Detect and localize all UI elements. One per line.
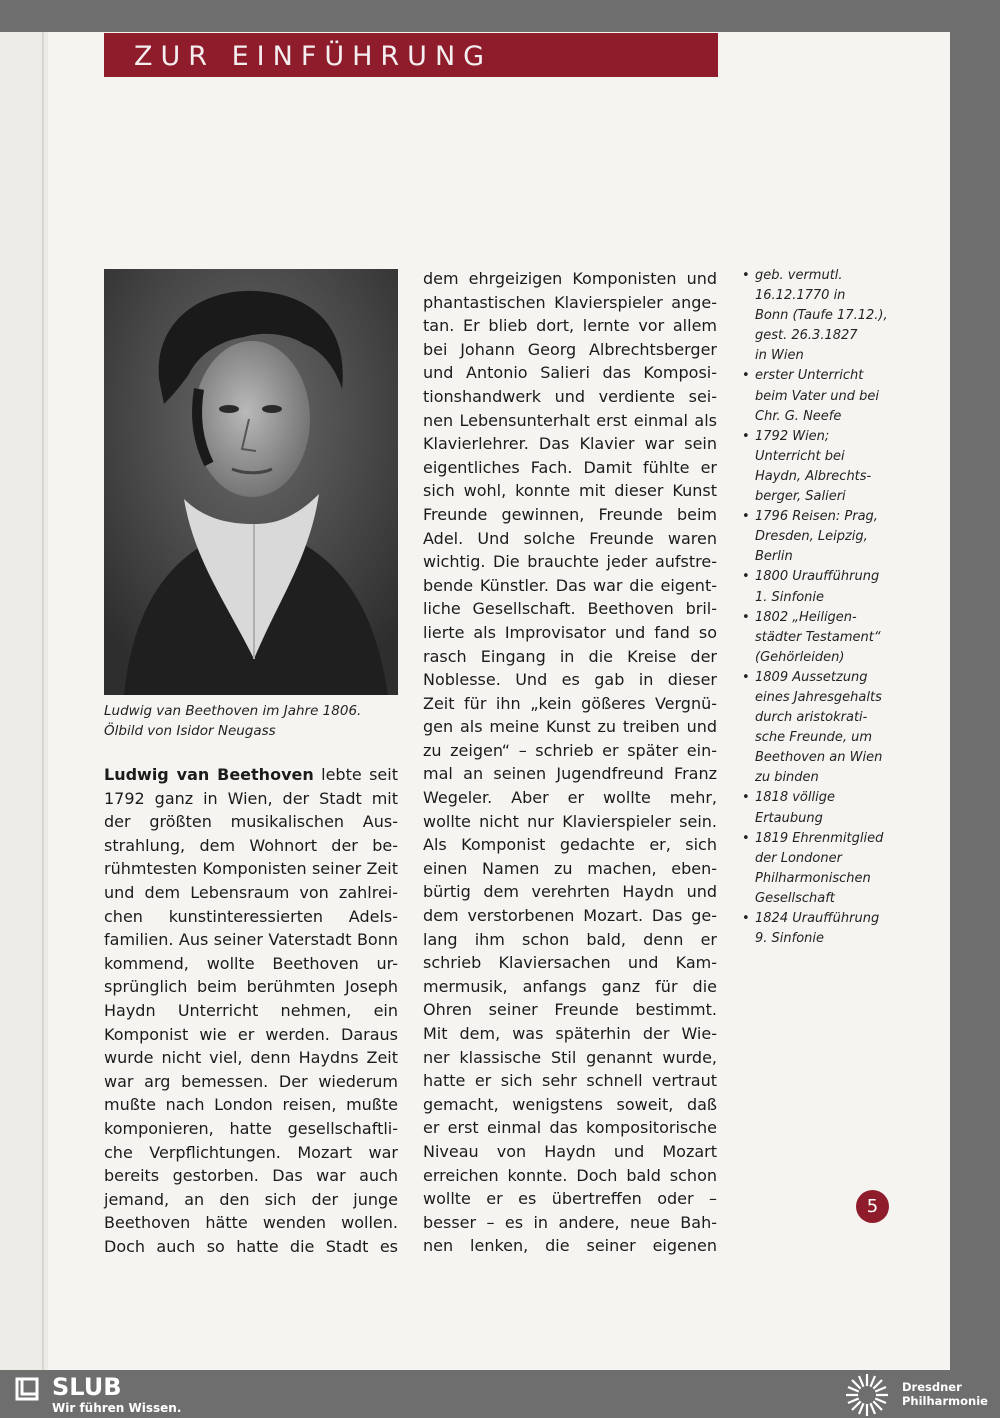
timeline-item-line: in Wien [755,348,804,364]
text-line: Noblesse. Und es gab in dieser [423,670,717,690]
timeline-item-line: 1. Sinfonie [755,589,825,605]
page-fold [42,32,44,1370]
text-line: Beethoven hätte wenden wollen. [104,1213,398,1233]
text-line: mermusik, anfangs ganz für die [423,976,717,996]
text-line: phantastischen Klavierspieler ange- [423,292,717,312]
text-line: Doch auch so hatte die Stadt es [104,1236,398,1256]
text-line: besser – es in andere, neue Bah- [423,1212,717,1232]
timeline-item-line: • 1800 Uraufführung [755,569,880,585]
timeline-item [742,366,902,426]
timeline-item [742,567,902,607]
timeline-item-line: eines Jahresgehalts [755,689,882,705]
text-line: und dem Lebensraum von zahlrei- [104,882,398,902]
text-line: sprünglich beim berühmten Joseph [104,977,398,997]
text-line: Mit dem, was späterhin der Wie- [423,1024,717,1043]
text-line: Komponist wie er werden. Daraus [104,1024,398,1044]
timeline-item-line: Chr. G. Neefe [755,408,842,424]
text-line: erreichen konnte. Doch bald schon [423,1165,717,1185]
text-line: jemand, an den sich der junge [104,1189,398,1209]
timeline-item-line: berger, Salieri [755,489,846,505]
timeline-item-line: Beethoven an Wien [755,750,883,766]
timeline-sidebar [742,266,902,949]
timeline-item-line: • 1818 völlige [755,790,835,806]
timeline-item-line: beim Vater und bei [755,388,879,404]
timeline-item [742,829,902,909]
text-line: lang ihm schon bald, denn er [423,929,717,949]
timeline-item-line: Bonn (Taufe 17.12.), [755,308,888,324]
text-line: lierte als Improvisator und fand so [423,622,717,642]
philharmonie-logo-icon [842,1372,892,1418]
timeline-item-line: Gesellschaft [755,890,835,906]
text-line: liche Gesellschaft. Beethoven bril- [423,599,717,619]
text-line: Als Komponist gedachte er, sich [423,835,717,855]
text-line: wollte nicht nur Klavierspieler sein. [423,811,717,831]
timeline-item-line: Dresden, Leipzig, [755,529,868,545]
text-line: gemacht, wenigstens soweit, daß [423,1094,717,1114]
text-line: komponieren, hatte gesellschaftli- [104,1118,398,1138]
timeline-item [742,507,902,567]
timeline-item [742,266,902,366]
timeline-item-line: • 1792 Wien; [755,428,830,444]
text-line: che Verpflichtungen. Mozart war [104,1142,398,1162]
timeline-item-line: Haydn, Albrechts- [755,468,872,484]
text-line: sich wohl, konnte mit dieser Kunst [423,481,717,501]
text-line: Klavierlehrer. Das Klavier war sein [423,434,717,454]
timeline-item-line: (Gehörleiden) [755,649,845,665]
timeline-item-line: zu binden [755,770,819,786]
text-line: tionshandwerk und verdiente sei- [423,386,717,406]
text-line: dem ehrgeizigen Komponisten und [423,269,717,288]
text-line: wichtig. Die brauchte jeder aufstre- [423,552,717,572]
text-line [104,763,398,787]
timeline-item-line: • 1802 „Heiligen- [755,609,857,625]
timeline-item-line: städter Testament“ [755,629,881,645]
text-line: kommend, wollte Beethoven ur- [104,953,398,973]
text-line: Haydn Unterricht nehmen, ein [104,1000,398,1020]
portrait-image [104,269,398,695]
timeline-item-line: • geb. vermutl. [755,268,843,283]
page-number: 5 [856,1190,889,1223]
text-line: 1792 ganz in Wien, der Stadt mit [104,788,398,808]
previous-page-edge [0,32,48,1370]
text-line: schrieb Klaviersachen und Kam- [423,953,717,973]
text-line: Ohren seiner Freunde bestimmt. [423,1000,717,1020]
timeline-item [742,909,902,949]
text-line: rühmtesten Komponisten seiner Zeit [104,859,398,879]
timeline-item-line: • 1824 Uraufführung [755,911,880,926]
partner-name-line: Philharmonie [902,1394,988,1408]
text-line: wurde nicht viel, denn Haydns Zeit [104,1048,398,1068]
text-line: chen kunstinteressierten Adels- [104,906,398,926]
text-fragment: lebte seit [313,765,398,784]
body-column-2 [423,267,717,1258]
timeline-item-line: sche Freunde, um [755,730,873,746]
slub-name: SLUB [52,1373,122,1401]
lead-name: Ludwig van Beethoven [104,765,314,784]
text-line: Adel. Und solche Freunde waren [423,528,717,548]
portrait-caption [104,701,404,741]
timeline-item-line: 16.12.1770 in [755,288,846,304]
timeline-item [742,668,902,789]
timeline-item-line: 9. Sinfonie [755,931,825,947]
text-line: er erst einmal das kompositorische [423,1118,717,1138]
text-line: eigentliches Fach. Damit fühlte er [423,457,717,477]
text-line: bürtig dem verehrten Haydn und [423,882,717,902]
text-line: zu zeigen“ – schrieb er später ein- [423,740,717,760]
slub-logo-icon [14,1376,40,1402]
timeline-item-line: der Londoner [755,850,842,866]
timeline-item [742,427,902,507]
caption-line: Ölbild von Isidor Neugass [104,723,276,739]
timeline-item-line: • erster Unterricht [755,368,864,384]
text-line: gen als meine Kunst zu treiben und [423,717,717,737]
text-line: Zeit für ihn „kein gößeres Vergnü- [423,693,717,713]
timeline-item-line: Unterricht bei [755,448,845,464]
text-line: bei Johann Georg Albrechtsberger [423,339,717,359]
text-line: tan. Er blieb dort, lernte vor allem [423,316,717,336]
beethoven-portrait [104,269,398,695]
timeline-item-line: • 1819 Ehrenmitglied [755,830,884,846]
timeline-item-line: Ertaubung [755,810,823,826]
text-line: Wegeler. Aber er wollte mehr, [423,788,717,808]
timeline-item [742,788,902,828]
timeline-item [742,608,902,668]
timeline-item-line: Philharmonischen [755,870,871,886]
text-line: hatte er sich sehr schnell vertraut [423,1071,717,1091]
timeline-item-line: • 1809 Aussetzung [755,669,868,685]
timeline-item-line: durch aristokrati- [755,710,868,726]
slub-tagline: Wir führen Wissen. [52,1401,182,1415]
timeline-item-line: • 1796 Reisen: Prag, [755,509,878,525]
text-line: familien. Aus seiner Vaterstadt Bonn [104,930,398,950]
text-line: mal an seinen Jugendfreund Franz [423,764,717,784]
partner-name-line: Dresdner [902,1380,962,1394]
text-line: nen lenken, die seiner eigenen [423,1236,717,1256]
timeline-item-line: gest. 26.3.1827 [755,328,858,344]
text-line: war arg bemessen. Der wiederum [104,1071,398,1091]
section-title: ZUR EINFÜHRUNG [134,41,493,72]
text-line: bende Künstler. Das war die eigent- [423,575,717,595]
text-line: Niveau von Haydn und Mozart [423,1141,717,1161]
text-line: einen Namen zu machen, eben- [423,858,717,878]
text-line: ner klassische Stil genannt wurde, [423,1047,717,1067]
text-line: mußte nach London reisen, mußte [104,1095,398,1115]
caption-line: Ludwig van Beethoven im Jahre 1806. [104,703,362,719]
text-line: strahlung, dem Wohnort der be- [104,835,398,855]
partner-name [902,1380,988,1408]
text-line: Freunde gewinnen, Freunde beim [423,504,717,524]
body-column-1 [104,763,398,1258]
timeline-item-line: Berlin [755,549,793,565]
text-line: rasch Eingang in die Kreise der [423,646,717,666]
text-line: nen Lebensunterhalt erst einmal als [423,410,717,430]
text-line: der größten musikalischen Aus- [104,812,398,832]
text-line: bereits gestorben. Das war auch [104,1166,398,1186]
text-line: dem verstorbenen Mozart. Das ge- [423,906,717,926]
text-line: wollte er es übertreffen oder – [423,1189,717,1209]
text-line: und Antonio Salieri das Komposi- [423,363,717,383]
